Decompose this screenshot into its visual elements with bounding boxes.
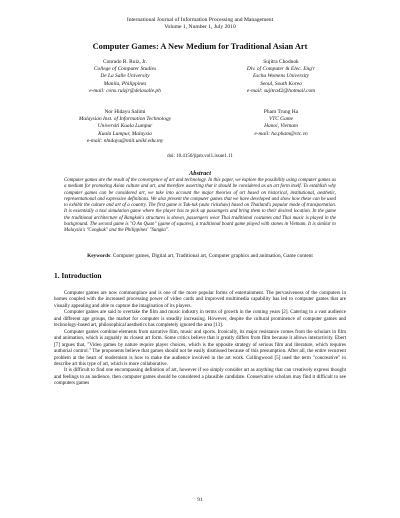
abstract-text: Computer games are the result of the convergence of art and technology. In this paper, we explore the possibility using computer games as a medium for promoting Asian culture and art, and therefore asserting that it should be considered as an art form itself. To establish why computer games can be considered art, we take into account the major theories of art based on historical, institutional, aesthetic, representational and expressive definitions. We also present the computer games that we have developed and show how these can be used to exhibit the culture and art of a country. The first game is Tuk-tuk (auto rickshaw) based on Thailand's popular mode of transportation. It is essentially a taxi simulation game where the player has to pick up passengers and bring them to their desired location. In the game the traditional architecture of Bangkok's structures is shown, passengers wear Thai traditional costumes and Thai music is played in the background. The second game is "O An Quan" (game of squares), a traditional board game played with stones in Vietnam. It is similar to Malaysia's "Congkak" and the Philippines' "Sungka". [64,178,336,234]
author-name: Pham Trung Ha [263,109,299,115]
keywords-text: : Computer games, Digital art, Traditional art, Computer graphics and animation, Game content [110,253,313,259]
journal-name: International Journal of Information Processing and Management [126,17,274,23]
author-location: Kuala Lumpur, Malaysia [98,130,152,137]
abstract-heading: Abstract [188,170,211,177]
author-dept: VTC Game [268,116,294,123]
paragraph: It is difficult to find one encompassing definition of art, however if we simply consider art as anything that can creatively express thought and feelings to an audience, then computer games should be considered a plausible candidate. Conservative scholars may find it difficult to see computers games [54,367,346,387]
author-dept: Div. of Computer & Elec. Eng'r [246,66,316,73]
author-block-1 [50,59,200,95]
doi-line: doi: 10.4156/jipm.vol1.issue1.11 [167,154,233,159]
author-dept: Malaysian Inst. of Information Technology [78,116,172,123]
author-email: e-mail: conx.ruizjr@delasalle.ph [89,87,161,94]
keywords [64,253,336,260]
author-location: Manila, Philippines [103,80,147,87]
paper-title: Computer Games: A New Medium for Traditional Asian Art [92,42,308,51]
author-block-2 [206,59,356,95]
page-number: 91 [197,497,203,503]
author-block-3 [50,109,200,145]
paragraph: Computer games are now commonplace and is one of the more popular forms of entertainment. The pervasiveness of the computers in homes coupled with the increased processing power of video cards and improved multimedia capability has led to computer games that are visually appealing and able to capture the imagination of its players. [54,290,346,309]
author-org: Hanoi, Vietnam [264,123,298,130]
journal-header [0,17,400,31]
section-body [54,290,346,387]
section-heading: 1. Introduction [54,271,102,280]
author-email: e-mail: nhidayu@miit.unikl.edu.my [86,137,164,144]
journal-volume: Volume 1, Number 1, July 2010 [164,24,236,30]
author-location: Seoul, South Korea [260,80,302,87]
keywords-label: Keywords [87,253,111,259]
author-org: Universiti Kuala Lumpur [97,123,153,130]
author-name: Conrado R. Ruiz, Jr. [102,59,148,65]
author-org: De La Salle University [100,73,150,80]
author-org: Eschu Womens University [252,73,310,80]
paragraph: Computer games are said to overtake the film and music industry in terms of growth in the coming years [2]. Catering to a vast audience and different age groups, the market for computer is steadily increasing. However, despite the cultural prominence of computer games and technology-based art, philosophical aesthetics has completely ignored the area [13]. [54,309,346,329]
author-name: Nor Hidayu Salimi [104,109,146,115]
author-email: e-mail: ha.pham@vtc.vn [254,130,308,137]
author-email: e-mail: sujitra42@hotmail.com [246,87,316,94]
author-name: Sujitra Chodnok [263,59,299,65]
author-block-4 [206,109,356,138]
author-dept: College of Computer Studies [93,66,157,73]
paragraph: Computer games combine elements from narrative film, music and sports. Ironically, its major resistance comes from the scholars in film and animation, which is arguably its closest art form. Some critics believe that it greatly differs from film because it allows interactivity. Ebert [7] argues that, "Video games by nature require player choices, which is the opposite strategy of serious film and literature, which requires authorial control." The proponents believe that games should not be easily dismissed because of this presumption. After all, the entire recurrent problem at the heart of modernism is how to make the audience involved in the art work. Collingwood [5] used the term "concreative" to describe art this type of art, which is more collaborative. [54,328,346,367]
